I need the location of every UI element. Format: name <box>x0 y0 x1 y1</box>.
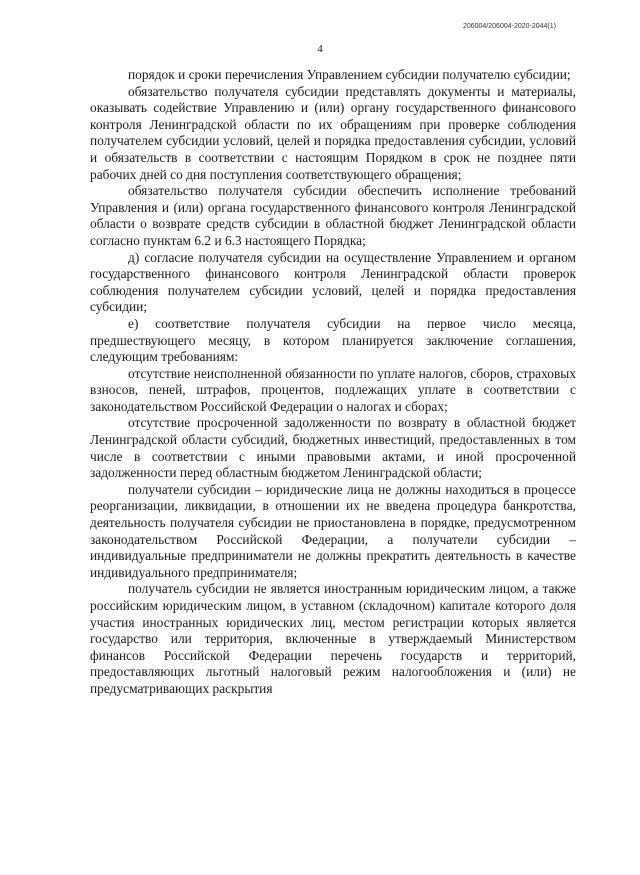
paragraph: получатели субсидии – юридические лица не должны находиться в процессе реорганизации, ликвидации, в отношении их не введена процедура банкротства, деятельность получателя субсидии не приостановлена в порядке, предусмотренном законодательством Российской Федерации, а получатели субсидии – индивидуальные предприниматели не должны прекратить деятельность в качестве индивидуального предпринимателя; <box>90 481 576 580</box>
paragraph: порядок и сроки перечисления Управлением субсидии получателю субсидии; <box>128 67 571 82</box>
paragraph: получатель субсидии не является иностранным юридическим лицом, а также российским юридическим лицом, в уставном (складочном) капитале которого доля участия иностранных юридических лиц, местом регистрации которых является государство или территория, включенные в утверждаемый Министерством финансов Российской Федерации перечень государств и территорий, предоставляющих льготный налоговый режим налогообложения и (или) не предусматривающих раскрытия <box>90 581 576 696</box>
paragraph: отсутствие неисполненной обязанности по уплате налогов, сборов, страховых взносов, пеней, штрафов, процентов, подлежащих уплате в соответствии с законодательством Российской Федерации о налогах и сборах; <box>90 365 576 414</box>
paragraph: обязательство получателя субсидии представлять документы и материалы, оказывать содействие Управлению и (или) органу государственного финансового контроля Ленинградской области по их обращениям при проверке соблюдения получателем субсидии условий, целей и порядка предоставления субсидии, условий и обязательств в соответствии с настоящим Порядком в срок не позднее пяти рабочих дней со дня поступления соответствующего обращения; <box>90 83 576 182</box>
paragraph: е) соответствие получателя субсидии на первое число месяца, предшествующего месяцу, в котором планируется заключение соглашения, следующим требованиям: <box>90 315 576 365</box>
document-body <box>90 67 576 698</box>
paragraph: обязательство получателя субсидии обеспечить исполнение требований Управления и (или) органа государственного финансового контроля Ленинградской области о возврате средств субсидии в областной бюджет Ленинградской области согласно пунктам 6.2 и 6.3 настоящего Порядка; <box>90 183 576 248</box>
page-number: 4 <box>317 43 323 55</box>
paragraph: д) согласие получателя субсидии на осуществление Управлением и органом государственного финансового контроля Ленинградской области проверок соблюдения получателем субсидии условий, целей и порядка предоставления субсидии; <box>90 249 576 315</box>
paragraph: отсутствие просроченной задолженности по возврату в областной бюджет Ленинградской области субсидий, бюджетных инвестиций, предоставленных в том числе в соответствии с иными правовыми актами, и иной просроченной задолженности перед областным бюджетом Ленинградской области; <box>90 415 576 481</box>
document-code: 206004/206004-2020-2044(1) <box>462 23 556 30</box>
